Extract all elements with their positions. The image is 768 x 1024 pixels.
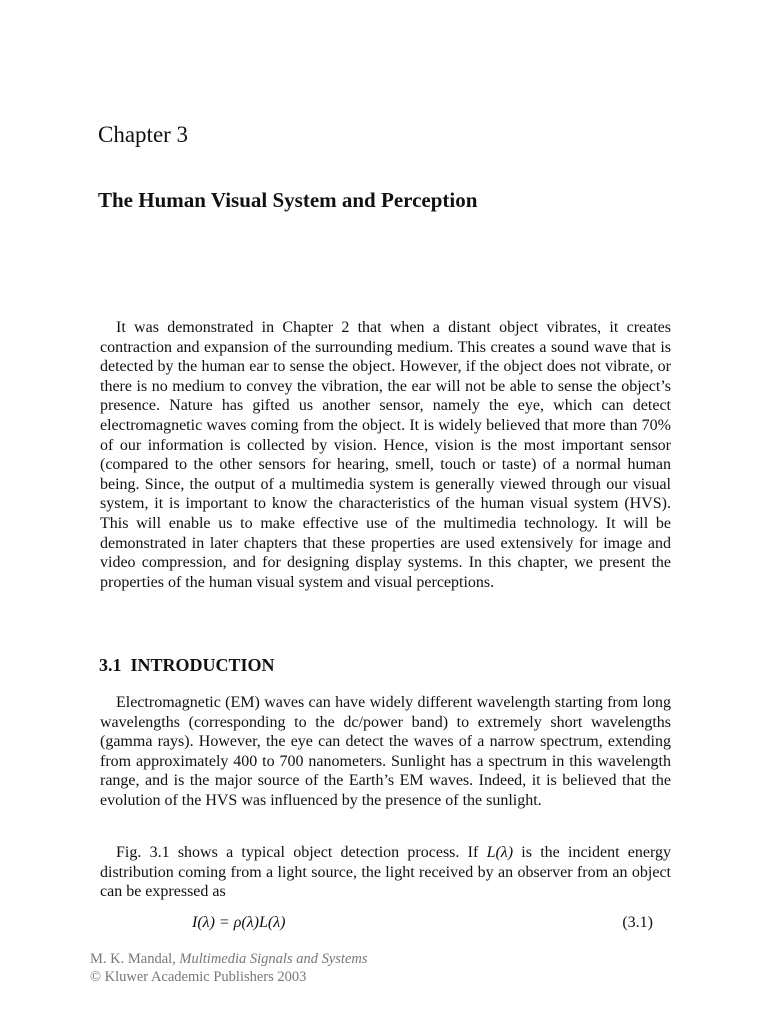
footer-book-title: Multimedia Signals and Systems [179, 951, 368, 967]
footer [90, 950, 368, 986]
chapter-label: Chapter 3 [98, 122, 189, 147]
section-title: INTRODUCTION [130, 655, 275, 675]
equation-number: (3.1) [622, 914, 653, 931]
intro-paragraph: It was demonstrated in Chapter 2 that when a distant object vibrates, it creates contraction and expansion of the surrounding medium. This creates a sound wave that is detected by the human ear to sense the object. However, if the object does not vibrate, or there is no medium to convey the vibration, the ear will not be able to sense the object’s presence. Nature has gifted us another sensor, namely the eye, which can detect electromagnetic waves coming from the object. It is widely believed that more than 70% of our information is collected by vision. Hence, vision is the most important sensor (compared to the other sensors for hearing, smell, touch or taste) of a normal human being. Since, the output of a multimedia system is generally viewed through our visual system, it is important to know the characteristics of the human visual system (HVS). This will enable us to make effective use of the multimedia technology. It will be demonstrated in later chapters that these properties are used extensively for image and video compression, and for designing display systems. In this chapter, we present the properties of the human visual system and visual perceptions. [100, 319, 671, 591]
footer-author: M. K. Mandal, [90, 951, 176, 967]
section-paragraph: Electromagnetic (EM) waves can have widely different wavelength starting from long wavelengths (corresponding to the dc/power band) to extremely short wavelengths (gamma rays). However, the eye can detect the waves of a narrow spectrum, extending from approximately 400 to 700 nanometers. Sunlight has a spectrum in this wavelength range, and is the major source of the Earth’s EM waves. Indeed, it is believed that the evolution of the HVS was influenced by the presence of the sunlight. [100, 694, 671, 809]
section-heading [99, 653, 275, 677]
section-number: 3.1 [99, 655, 122, 675]
equation-expression: I(λ) = ρ(λ)L(λ) [192, 914, 286, 931]
fig-paragraph [100, 843, 671, 902]
chapter-title: The Human Visual System and Perception [98, 188, 478, 212]
fig-paragraph-text-after: is the incident energy distribution coming from a light source, the light received by an observer from an object can be expressed as [100, 844, 672, 901]
equation-3-1 [100, 911, 671, 935]
footer-copyright: © Kluwer Academic Publishers 2003 [90, 969, 307, 985]
fig-paragraph-text-before: Fig. 3.1 shows a typical object detection process. If [116, 844, 479, 861]
footer-citation [90, 950, 368, 968]
inline-math-incident-energy: L(λ) [486, 844, 514, 861]
